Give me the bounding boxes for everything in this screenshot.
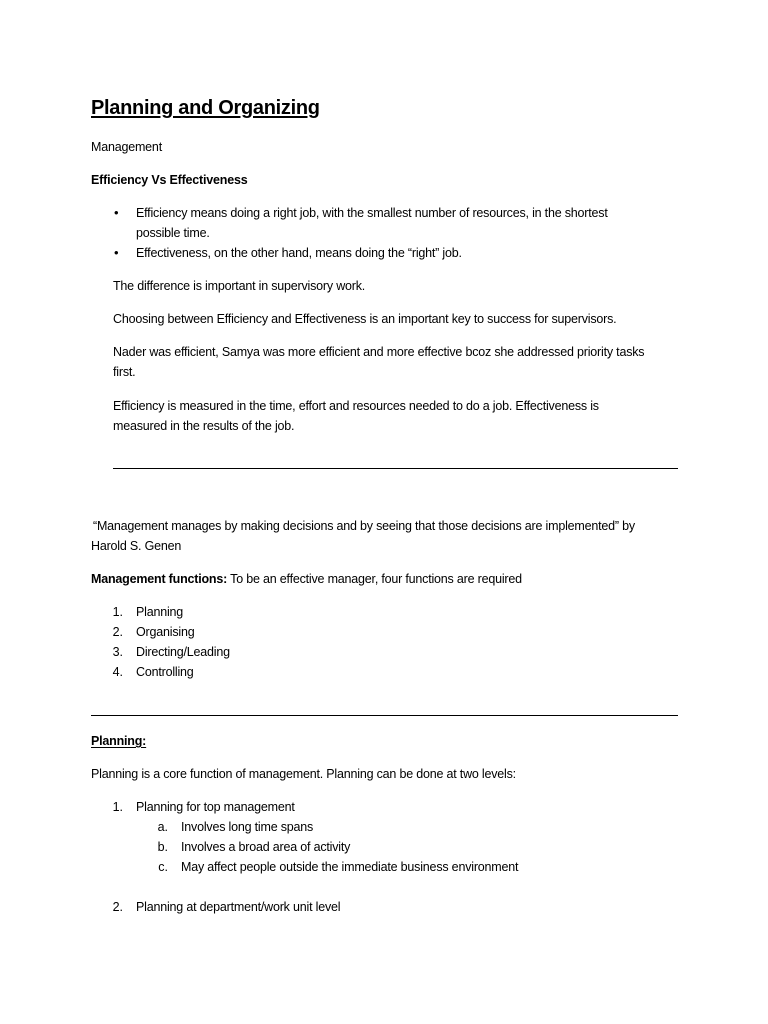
- list-number: 3.: [112, 645, 123, 659]
- bullet-efficiency-line2: possible time.: [136, 226, 210, 240]
- list-number: 4.: [112, 665, 123, 679]
- management-functions-line: [91, 569, 522, 589]
- planning-subitem-broad-area: Involves a broad area of activity: [181, 840, 351, 854]
- bullet-marker: •: [114, 205, 119, 220]
- paragraph-difference: The difference is important in supervisory work.: [113, 279, 366, 293]
- planning-level-department: Planning at department/work unit level: [136, 900, 341, 914]
- management-functions-label: Management functions:: [91, 572, 228, 586]
- function-item-planning: Planning: [136, 605, 184, 619]
- quote-line1: “Management manages by making decisions and by seeing that those decisions are implemented” by: [93, 519, 635, 533]
- planning-heading-text: Planning:: [91, 734, 147, 748]
- list-letter: a.: [157, 820, 168, 834]
- paragraph-nader-line1: Nader was efficient, Samya was more efficient and more effective bcoz she addressed priority tasks: [113, 345, 645, 359]
- subheading-efficiency: Efficiency Vs Effectiveness: [91, 173, 248, 187]
- management-functions-text: To be an effective manager, four functions are required: [227, 572, 522, 586]
- paragraph-choosing: Choosing between Efficiency and Effectiveness is an important key to success for supervisors.: [113, 312, 617, 326]
- list-number: 1.: [112, 800, 123, 814]
- paragraph-measured-line1: Efficiency is measured in the time, effort and resources needed to do a job. Effectiveness is: [113, 399, 599, 413]
- horizontal-rule: [113, 468, 678, 469]
- planning-intro: Planning is a core function of management. Planning can be done at two levels:: [91, 767, 516, 781]
- bullet-efficiency-line1: Efficiency means doing a right job, with the smallest number of resources, in the shortest: [136, 206, 608, 220]
- paragraph-nader-line2: first.: [113, 365, 136, 379]
- horizontal-rule: [91, 715, 678, 716]
- list-number: 2.: [112, 900, 123, 914]
- planning-heading: [91, 731, 146, 751]
- planning-level-top: Planning for top management: [136, 800, 295, 814]
- function-item-organising: Organising: [136, 625, 195, 639]
- planning-subitem-long-time: Involves long time spans: [181, 820, 314, 834]
- document-title: Planning and Organizing: [91, 97, 320, 119]
- bullet-effectiveness: Effectiveness, on the other hand, means doing the “right” job.: [136, 246, 462, 260]
- function-item-controlling: Controlling: [136, 665, 194, 679]
- function-item-directing: Directing/Leading: [136, 645, 230, 659]
- bullet-marker: •: [114, 245, 119, 260]
- list-number: 1.: [112, 605, 123, 619]
- list-letter: c.: [158, 860, 168, 874]
- paragraph-measured-line2: measured in the results of the job.: [113, 419, 295, 433]
- list-number: 2.: [112, 625, 123, 639]
- list-letter: b.: [157, 840, 168, 854]
- section-label: Management: [91, 140, 162, 154]
- planning-subitem-outside: May affect people outside the immediate business environment: [181, 860, 519, 874]
- quote-line2: Harold S. Genen: [91, 539, 182, 553]
